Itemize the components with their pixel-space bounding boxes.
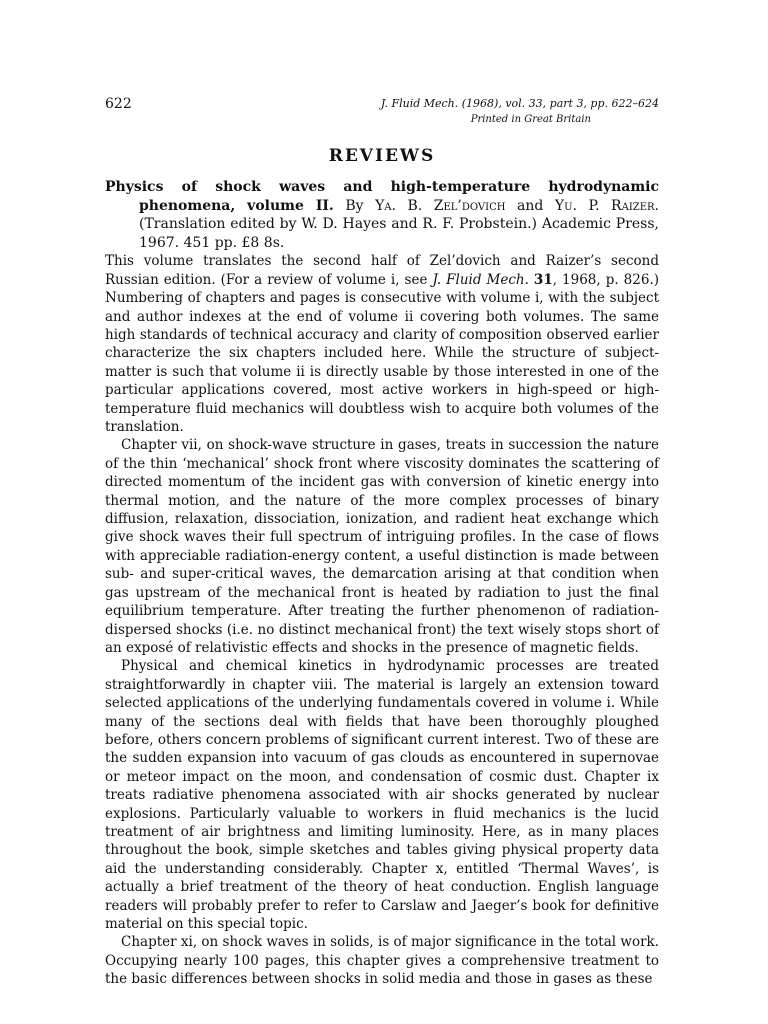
book-details: (Translation edited by W. D. Hayes and R. F. Probstein.) Academic Press, 1967. 451 pp. £8 8s. xyxy=(139,216,659,251)
paragraph-1-journal: J. Fluid Mech. xyxy=(432,271,529,288)
paragraph-1 xyxy=(105,252,659,436)
paragraph-1-text-b: , 1968, p. 826.) Numbering of chapters and pages is consecutive with volume i, with the subject and author indexes at the end of volume ii covering both volumes. The same high standards of technical accuracy and clarity of composition observed earlier characterize the six chapters included here. While the structure of subject-matter is such that volume ii is directly usable by those interested in one of the particular applications covered, most active workers in high-speed or high-temperature fluid mechanics will doubtless wish to acquire both volumes of the translation. xyxy=(105,271,659,436)
paragraph-3: Physical and chemical kinetics in hydrodynamic processes are treated straightforwardly in chapter viii. The material is largely an extension toward selected applications of the underlying fundamentals covered in volume i. While many of the sections deal with fields that have been thoroughly ploughed before, others concern problems of significant current interest. Two of these are the sudden expansion into vacuum of gas clouds as encountered in supernovae or meteor impact on the moon, and condensation of cosmic dust. Chapter ix treats radiative phenomena associated with air shocks generated by nuclear explosions. Particularly valuable to workers in fluid mechanics is the lucid treatment of air brightness and limiting luminosity. Here, as in many places throughout the book, simple sketches and tables giving physical property data aid the understanding considerably. Chapter x, entitled ‘Thermal Waves’, is actually a brief treatment of the theory of heat conduction. English language readers will probably prefer to refer to Carslaw and Jaeger’s book for definitive material on this special topic. xyxy=(105,658,659,932)
by-word: By xyxy=(345,197,364,214)
paragraph-1-volume: 31 xyxy=(533,271,553,288)
author-2: Yu. P. Raizer. xyxy=(554,197,660,214)
page-number: 622 xyxy=(105,96,132,112)
paragraph-2: Chapter vii, on shock-wave structure in gases, treats in succession the nature of the thin ‘mechanical’ shock front where viscosity dominates the scattering of directed momentum of the incident gas with conversion of kinetic energy into thermal motion, and the nature of the more complex processes of binary diffusion, relaxation, dissociation, ionization, and radient heat exchange which give shock waves their full spectrum of intriguing profiles. In the case of flows with appreciable radiation-energy content, a useful distinction is made between sub- and super-critical waves, the demarcation arising at that condition when gas upstream of the mechanical front is heated by radiation to just the final equilibrium temperature. After treating the further phenomenon of radiation-dispersed shocks (i.e. no distinct mechanical front) the text wisely stops short of an exposé of relativistic effects and shocks in the presence of magnetic fields. xyxy=(105,437,659,656)
author-1: Ya. B. Zel’dovich xyxy=(375,197,506,214)
section-title: REVIEWS xyxy=(328,146,436,166)
review-body xyxy=(105,252,659,988)
printed-in-note: Printed in Great Britain xyxy=(470,114,591,125)
journal-page xyxy=(105,96,659,989)
running-header xyxy=(105,96,659,136)
paragraph-1-text-a: This volume translates the second half of Zel’dovich and Raizer’s second Russian edition. (For a review of volume i, see xyxy=(105,253,659,288)
book-title: Physics of shock waves and high-temperature hydrodynamic phenomena, volume II. xyxy=(105,179,659,214)
paragraph-4: Chapter xi, on shock waves in solids, is of major significance in the total work. Occupying nearly 100 pages, this chapter gives a comprehensive treatment to the basic differences between shocks in solid media and those in gases as these xyxy=(105,934,659,988)
review-heading xyxy=(105,178,659,252)
and-word: and xyxy=(517,197,544,214)
journal-reference: J. Fluid Mech. (1968), vol. 33, part 3, pp. 622–624 xyxy=(380,97,659,110)
